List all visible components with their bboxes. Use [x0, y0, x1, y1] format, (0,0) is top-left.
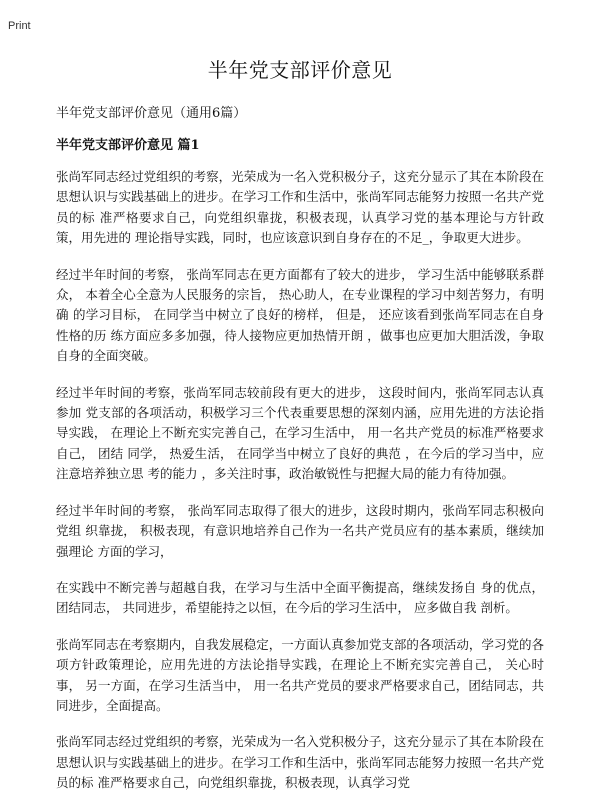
section-heading: 半年党支部评价意见 篇1 [56, 138, 200, 153]
paragraph-6: 张尚军同志在考察期内，自我发展稳定，一方面认真参加党支部的各项活动，学习党的各 项方针政策理论，应用先进的方法论指导实践，在理论上不断充实完善自己， 关心时事， 另一方面，在学习生活当中， 用一名共产党员的要求严格要求自己，团结同志，共同进步，全面提高。 [56, 636, 544, 713]
print-link[interactable]: Print [8, 20, 31, 32]
paragraph-2: 经过半年时间的考察， 张尚军同志在更方面都有了较大的进步， 学习生活中能够联系群 众， 本着全心全意为人民服务的宗旨， 热心助人，在专业课程的学习中刻苦努力，有明确 的学习目标， 在同学当中树立了良好的榜样， 但是， 还应该看到张尚军同志在自身性格的历 练方面应多多加强，待人接物应更加热情开朗 ，做事也应更加大胆活泼，争取自身的全面突破。 [56, 266, 544, 364]
paragraph-3: 经过半年时间的考察，张尚军同志较前段有更大的进步， 这段时间内，张尚军同志认真参加 党支部的各项活动，积极学习三个代表重要思想的深刻内涵，应用先进的方法论指导实践， 在理论上不断充实完善自己，在学习生活中， 用一名共产党员的标准严格要求自己， 团结 同学， 热爱生活， 在同学当中树立了良好的典范 ，在今后的学习当中，应注意培养独立思 考的能力 ，多关注时事，政治敏锐性与把握大局的能力有待加强。 [56, 384, 544, 482]
paragraph-7: 张尚军同志经过党组织的考察，光荣成为一名入党积极分子，这充分显示了其在本阶段在 思想认识与实践基础上的进步。在学习工作和生活中，张尚军同志能努力按照一名共产党员的标 准严格要求自己，向党组织靠拢，积极表现，认真学习党 [56, 734, 544, 791]
document-subtitle: 半年党支部评价意见（通用6篇） [56, 106, 247, 121]
document-title: 半年党支部评价意见 [207, 58, 393, 82]
paragraph-5: 在实践中不断完善与超越自我，在学习与生活中全面平衡提高，继续发扬自 身的优点， 团结同志， 共同进步，希望能持之以恒，在今后的学习生活中， 应多做自我 剖析。 [56, 579, 544, 616]
paragraph-1: 张尚军同志经过党组织的考察，光荣成为一名入党积极分子，这充分显示了其在本阶段在 思想认识与实践基础上的进步。在学习工作和生活中，张尚军同志能努力按照一名共产党员的标 准严格要求自己，向党组织靠拢，积极表现，认真学习党的基本理论与方针政策，用先进的 理论指导实践，同时，也应该意识到自身存在的不足_，争取更大进步。 [56, 169, 544, 246]
document-page [56, 44, 544, 806]
paragraph-4: 经过半年时间的考察， 张尚军同志取得了很大的进步，这段时期内，张尚军同志积极向党组 织靠拢， 积极表现，有意识地培养自己作为一名共产党员应有的基本素质，继续加强理论 方面的学习， [56, 502, 544, 559]
